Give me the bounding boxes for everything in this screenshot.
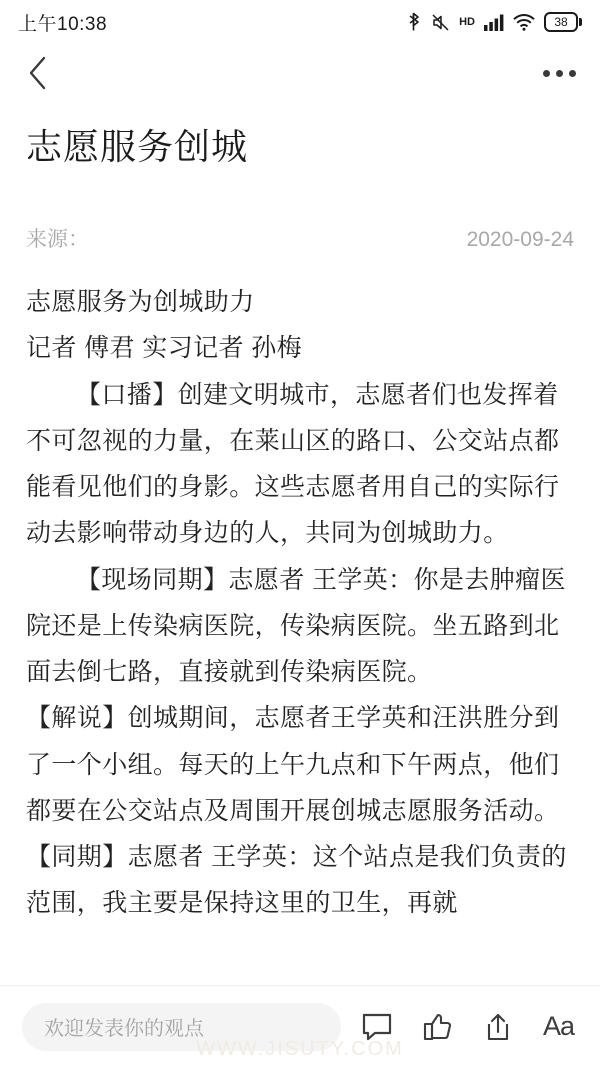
comment-input[interactable] [22,1003,341,1051]
font-size-icon[interactable]: Aa [542,1011,574,1041]
battery-level: 38 [554,15,568,29]
status-bar [0,0,600,44]
article-paragraph: 【同期】志愿者 王学英：这个站点是我们负责的范围，我主要是保持这里的卫生，再就 [26,843,567,918]
mute-icon [431,13,450,32]
status-bar-icons [407,11,582,33]
article-date: 2020-09-24 [466,228,574,251]
article-scroll-area[interactable] [0,102,600,1067]
comment-icon[interactable] [361,1012,393,1042]
wifi-icon [513,14,535,31]
comment-placeholder: 欢迎发表你的观点 [44,1018,204,1040]
more-options-icon[interactable] [543,62,576,85]
article-paragraph: 志愿服务为创城助力 [26,288,255,316]
toolbar-actions [361,1012,578,1042]
status-bar-time: 上午10:38 [18,13,108,35]
article-meta [26,223,574,253]
bluetooth-icon [407,11,422,33]
article-body [26,279,574,927]
article-paragraph: 【现场同期】志愿者 王学英：你是去肿瘤医院还是上传染病医院，传染病医院。坐五路到北面去倒七路，直接就到传染病医院。 [26,565,566,686]
article-container [0,124,600,927]
signal-icon [484,14,504,31]
page-title: 志愿服务创城 [26,126,249,167]
share-icon[interactable] [483,1012,513,1042]
battery-icon [544,12,582,32]
back-icon[interactable] [28,58,54,88]
article-paragraph: 【口播】创建文明城市，志愿者们也发挥着不可忽视的力量，在莱山区的路口、公交站点都能看见他们的身影。这些志愿者用自己的实际行动去影响带动身边的人，共同为创城助力。 [26,380,560,548]
watermark-text: WWW.JISUTY.COM [196,1038,404,1060]
navigation-bar [0,44,600,102]
bottom-toolbar [0,985,600,1067]
like-icon[interactable] [423,1012,453,1042]
article-paragraph: 记者 傅君 实习记者 孙梅 [26,334,303,363]
hd-icon: HD [459,15,475,28]
article-source-label: 来源： [26,228,89,251]
article-paragraph: 【解说】创城期间，志愿者王学英和汪洪胜分到了一个小组。每天的上午九点和下午两点，他们都要在公交站点及周围开展创城志愿服务活动。 [26,704,560,825]
